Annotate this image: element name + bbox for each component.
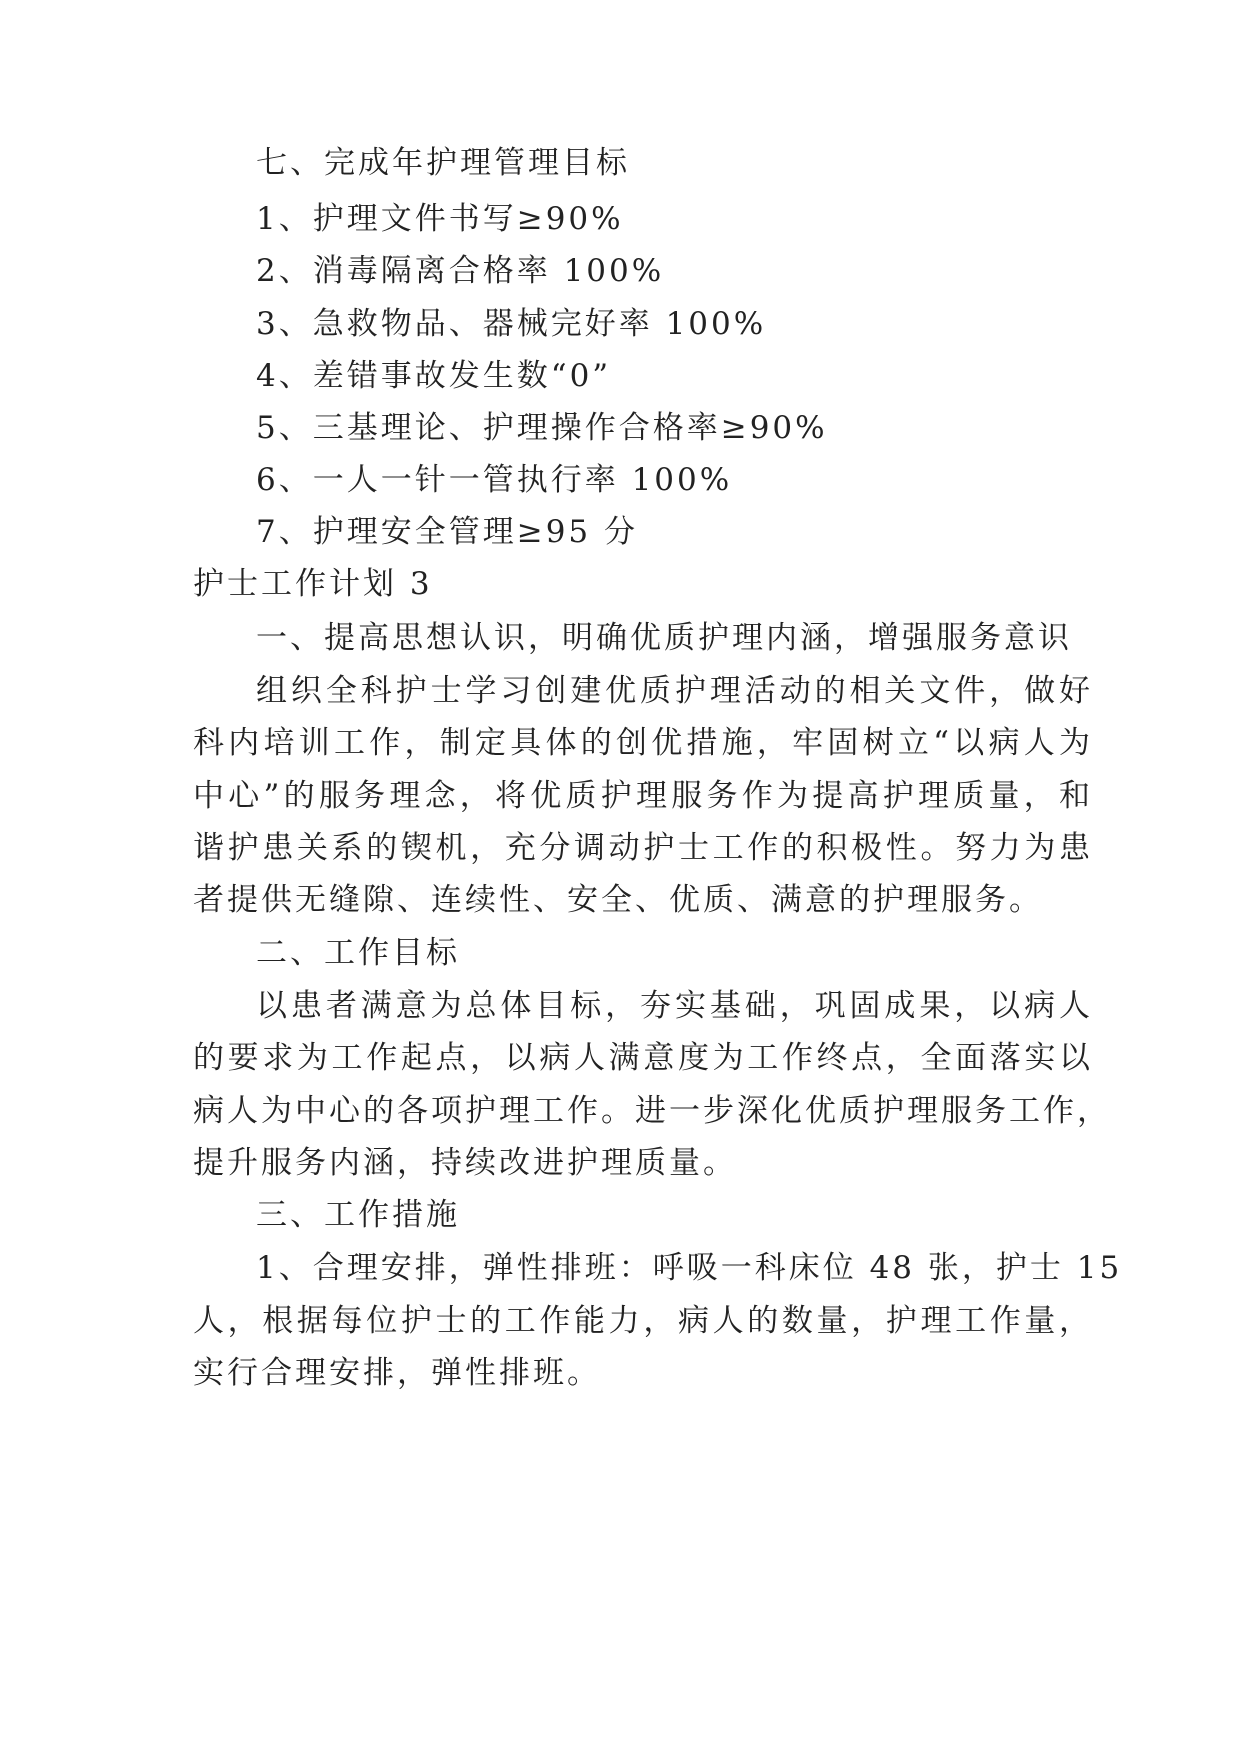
section-heading: 七、完成年护理管理目标: [256, 145, 630, 181]
section-heading: 三、工作措施: [256, 1197, 460, 1233]
paragraph-line: 病人为中心的各项护理工作。进一步深化优质护理服务工作，: [193, 1093, 1111, 1129]
list-item: 5、三基理论、护理操作合格率≥90%: [256, 410, 828, 446]
paragraph-line: 组织全科护士学习创建优质护理活动的相关文件，做好: [256, 673, 1093, 709]
section-heading: 一、提高思想认识，明确优质护理内涵，增强服务意识: [256, 620, 1072, 656]
plan-title: 护士工作计划 3: [193, 566, 433, 602]
paragraph-line: 谐护患关系的锲机，充分调动护士工作的积极性。努力为患: [193, 830, 1093, 866]
paragraph-line: 实行合理安排，弹性排班。: [193, 1355, 601, 1391]
list-item: 1、护理文件书写≥90%: [256, 201, 624, 237]
list-item: 6、一人一针一管执行率 100%: [256, 462, 733, 498]
list-item: 3、急救物品、器械完好率 100%: [256, 306, 767, 342]
list-item: 7、护理安全管理≥95 分: [256, 514, 638, 550]
paragraph-line: 人，根据每位护士的工作能力，病人的数量，护理工作量，: [193, 1303, 1093, 1339]
paragraph-line: 者提供无缝隙、连续性、安全、优质、满意的护理服务。: [193, 882, 1043, 918]
section-heading: 二、工作目标: [256, 935, 460, 971]
paragraph-line: 的要求为工作起点，以病人满意度为工作终点，全面落实以: [193, 1040, 1093, 1076]
paragraph-line: 科内培训工作，制定具体的创优措施，牢固树立“以病人为: [193, 725, 1093, 761]
list-item: 2、消毒隔离合格率 100%: [256, 253, 665, 289]
paragraph-line: 以患者满意为总体目标，夯实基础，巩固成果，以病人: [256, 988, 1093, 1024]
paragraph-line: 1、合理安排，弹性排班：呼吸一科床位 48 张，护士 15: [256, 1250, 1123, 1286]
paragraph-line: 提升服务内涵，持续改进护理质量。: [193, 1145, 737, 1181]
paragraph-line: 中心”的服务理念，将优质护理服务作为提高护理质量，和: [193, 778, 1093, 814]
list-item: 4、差错事故发生数“0”: [256, 358, 612, 394]
